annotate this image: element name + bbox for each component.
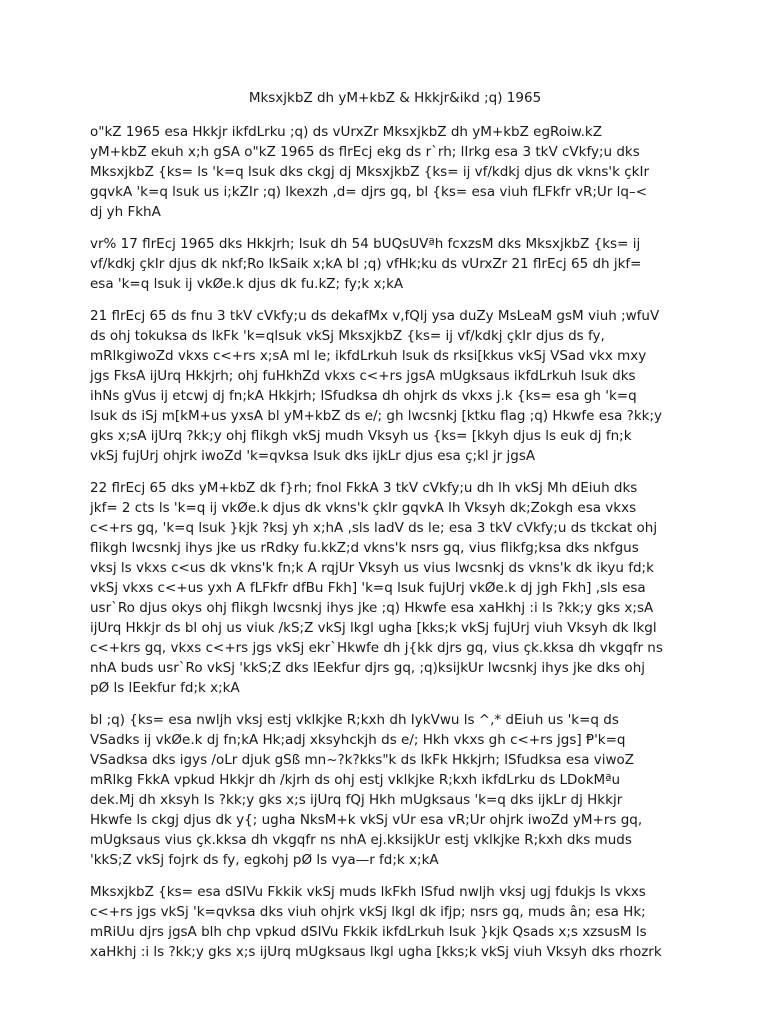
paragraph-line: vkSj vkxs c<+us yxh A fLFkfr dfBu Fkh] 'k=q lsuk fujUrj vkØe.k dj jgh Fkh] ,sls esa: [90, 580, 646, 596]
document-body: [90, 122, 690, 962]
paragraph-line: VSadks ij vkØe.k dj fn;kA Hk;adj xksyhckjh ds e/; Hkh vkxs gh c<+rs jgs] Ᵽ'k=q: [90, 732, 626, 748]
paragraph-line: dek.Mj dh xksyh ls ?kk;y gks x;s ijUrq fQj Hkh mUgksaus 'k=q dks ijkLr dj Hkkjr: [90, 792, 623, 808]
paragraph-4: [90, 478, 690, 698]
paragraph-line: 'kkS;Z vkSj fojrk ds fy, egkohj pØ ls vya—r fd;k x;kA: [90, 852, 439, 868]
paragraph-line: ihNs gVus ij etcwj dj fn;kA Hkkjrh; lSfudksa dh ohjrk ds vkxs j.k {ks= esa gh 'k=q: [90, 388, 637, 404]
paragraph-line: jgs FksA ijUrq Hkkjrh; ohj fuHkhZd vkxs c<+rs jgsA mUgksaus ikfdLrkuh lsuk dks: [90, 368, 636, 384]
paragraph-line: mRlkg FkkA vpkud Hkkjr dh /kjrh ds ohj estj vklkjke R;kxh ikfdLrku ds LDokMªu: [90, 772, 621, 788]
paragraph-line: MksxjkbZ {ks= ls 'k=q lsuk dks ckgj dj MksxjkbZ {ks= ij vf/kdkj djus dk vkns'k çkIr: [90, 164, 650, 180]
paragraph-line: vkSj fujUrj ohjrk iwoZd 'k=qvksa lsuk dks ijkLr djus esa ç;kl jr jgsA: [90, 448, 536, 464]
paragraph-line: vksj ls vkxs c<us dk vkns'k fn;k A rqjUr Vksyh us vius lwcsnkj ds vkns'k dk ikyu fd;k: [90, 560, 654, 576]
paragraph-line: mUgksaus vius çk.kksa dh vkgqfr ns nhA ej.kksijkUr estj vklkjke R;kxh dks muds: [90, 832, 632, 848]
paragraph-line: ijUrq Hkkjr ds bl ohj us viuk /kS;Z vkSj lkgl ugha [kks;k vkSj fujUrj viuh Vksyh dk lkgl: [90, 620, 657, 636]
paragraph-line: gks x;sA ijUrq ?kk;y ohj flikgh vkSj mudh Vksyh us {ks= [kkyh djus ls euk dj fn;k: [90, 428, 632, 444]
paragraph-line: Hkwfe ls ckgj djus dk y{; ugha NksM+k vkSj vUr esa vR;Ur ohjrk iwoZd yM+rs gq,: [90, 812, 643, 828]
paragraph-line: mRlkgiwoZd vkxs c<+rs x;sA ml le; ikfdLrkuh lsuk ds rksi[kkus vkSj VSad vkx mxy: [90, 348, 647, 364]
paragraph-line: c<+rs jgs vkSj 'k=qvksa dks viuh ohjrk vkSj lkgl dk ifjp; nsrs gq, muds ân; esa Hk;: [90, 904, 646, 920]
paragraph-line: gqvkA 'k=q lsuk us i;kZIr ;q) lkexzh ,d= djrs gq, bl {ks= esa viuh fLFkfr vR;Ur lq–<: [90, 184, 648, 200]
paragraph-line: MksxjkbZ {ks= esa dSIVu Fkkik vkSj muds lkFkh lSfud nwljh vksj ugj fdukjs ls vkxs: [90, 884, 646, 900]
paragraph-line: ds ohj tokuksa ds lkFk 'k=qlsuk vkSj MksxjkbZ {ks= ij vf/kdkj çkIr djus ds fy,: [90, 328, 605, 344]
document-page: [90, 88, 690, 974]
paragraph-line: c<+krs gq, vkxs c<+rs jgs vkSj ekr`Hkwfe dh j{kk djrs gq, vius çk.kksa dh vkgqfr ns: [90, 640, 663, 656]
paragraph-line: usr`Ro djus okys ohj flikgh lwcsnkj ihys jke ;q) Hkwfe esa xaHkhj :i ls ?kk;y gks x;sA: [90, 600, 654, 616]
paragraph-line: jkf= 2 cts ls 'k=q ij vkØe.k djus dk vkns'k çkIr gqvkA lh Vksyh dk;Zokgh esa vkxs: [90, 500, 637, 516]
paragraph-2: [90, 234, 690, 294]
paragraph-line: 22 flrEcj 65 dks yM+kbZ dk f}rh; fnol FkkA 3 tkV cVkfy;u dh lh vkSj Mh dEiuh dks: [90, 480, 638, 496]
paragraph-5: [90, 710, 690, 870]
paragraph-line: dj yh FkhA: [90, 204, 161, 220]
paragraph-line: flikgh lwcsnkj ihys jke us rRdky fu.kkZ;d vkns'k nsrs gq, vius flikfg;ksa dks nkfgus: [90, 540, 639, 556]
paragraph-3: [90, 306, 690, 466]
paragraph-line: pØ ls lEekfur fd;k x;kA: [90, 680, 240, 696]
paragraph-line: vf/kdkj çkIr djus dk nkf;Ro lkSaik x;kA bl ;q) vfHk;ku ds vUrxZr 21 flrEcj 65 dh jkf=: [90, 256, 642, 272]
paragraph-6: [90, 882, 690, 962]
paragraph-line: c<+rs gq, 'k=q lsuk }kjk ?ksj yh x;hA ,sls ladV ds le; esa 3 tkV cVkfy;u ds tkckat ohj: [90, 520, 658, 536]
paragraph-line: esa 'k=q lsuk ij vkØe.k djus dk fu.kZ; fy;k x;kA: [90, 276, 404, 292]
paragraph-line: bl ;q) {ks= esa nwljh vksj estj vklkjke R;kxh dh IykVwu ls ^,* dEiuh us 'k=q ds: [90, 712, 619, 728]
paragraph-line: mRiUu djrs jgsA blh chp vpkud dSIVu Fkkik ikfdLrkuh lsuk }kjk Qsads x;s xzsusM ls: [90, 924, 647, 940]
paragraph-line: vr% 17 flrEcj 1965 dks Hkkjrh; lsuk dh 54 bUQsUVªh fcxzsM dks MksxjkbZ {ks= ij: [90, 236, 641, 252]
paragraph-line: xaHkhj :i ls ?kk;y gks x;s ijUrq mUgksaus lkgl ugha [kks;k vkSj viuh Vksyh dks rhozrk: [90, 944, 662, 960]
paragraph-1: [90, 122, 690, 222]
document-title: MksxjkbZ dh yM+kbZ & Hkkjr&ikd ;q) 1965: [248, 90, 542, 106]
paragraph-line: nhA buds usr`Ro vkSj 'kkS;Z dks lEekfur djrs gq, ;q)ksijkUr lwcsnkj ihys jke dks ohj: [90, 660, 646, 676]
paragraph-line: yM+kbZ ekuh x;h gSA o"kZ 1965 ds flrEcj ekg ds r`rh; lIrkg esa 3 tkV cVkfy;u dks: [90, 144, 640, 160]
paragraph-line: lsuk ds iSj m[kM+us yxsA bl yM+kbZ ds e/; gh lwcsnkj [ktku flag ;q) Hkwfe esa ?kk;y: [90, 408, 663, 424]
paragraph-line: o"kZ 1965 esa Hkkjr ikfdLrku ;q) ds vUrxZr MksxjkbZ dh yM+kbZ egRoiw.kZ: [90, 124, 602, 140]
paragraph-line: 21 flrEcj 65 ds fnu 3 tkV cVkfy;u ds dekafMx v,fQlj ysa duZy MsLeaM gsM viuh ;wfuV: [90, 308, 660, 324]
paragraph-line: VSadksa dks igys /oLr djuk gSß mn~?k?kks"k ds lkFk Hkkjrh; lSfudksa esa viwoZ: [90, 752, 635, 768]
